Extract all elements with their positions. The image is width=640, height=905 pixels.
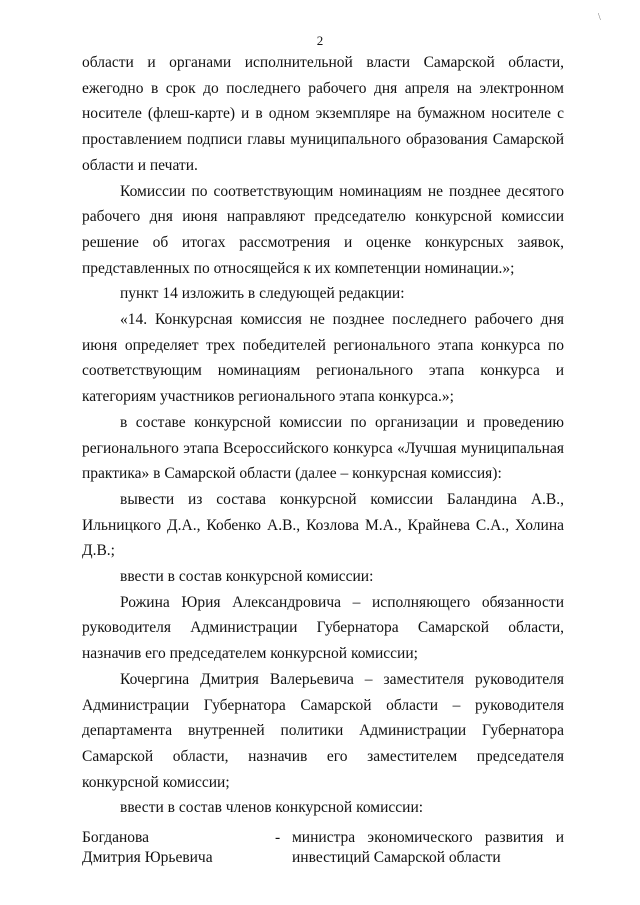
paragraph: Рожина Юрия Александровича – исполняющего обязанности руководителя Администрации Губернатора Самарской области, назначив его председателем конкурсной комиссии; — [82, 593, 564, 663]
member-row — [82, 828, 564, 868]
paragraph: ввести в состав конкурсной комиссии: — [120, 568, 374, 586]
paragraph: области и органами исполнительной власти Самарской области, ежегодно в срок до последнего рабочего дня апреля на электронном носителе (флеш-карте) и в одном экземпляре на бумажном носителе с проставлением подписи главы муниципального образования Самарской области и печати. — [82, 54, 564, 174]
scan-mark: \ — [598, 12, 601, 23]
paragraph: в составе конкурсной комиссии по организации и проведению регионального этапа Всероссийского конкурса «Лучшая муниципальная практика» в Самарской области (далее – конкурсная комиссия): — [82, 413, 564, 483]
member-given-names: Дмитрия Юрьевича — [82, 849, 213, 867]
paragraph: пункт 14 изложить в следующей редакции: — [120, 285, 405, 303]
member-surname: Богданова — [82, 829, 150, 847]
member-name — [82, 828, 275, 868]
paragraph: ввести в состав членов конкурсной комиссии: — [120, 799, 424, 817]
paragraph: Кочергина Дмитрия Валерьевича – заместителя руководителя Администрации Губернатора Самарской области – руководителя департамента внутренней политики Администрации Губернатора Самарской области, назначив его заместителем председателя конкурсной комиссии; — [82, 670, 564, 791]
member-position: министра экономического развития и инвестиций Самарской области — [292, 829, 564, 867]
paragraph: Комиссии по соответствующим номинациям не позднее десятого рабочего дня июня направляют председателю конкурсной комиссии решение об итогах рассмотрения и оценке конкурсных заявок, представленных по относящейся к их компетенции номинации.»; — [82, 182, 564, 277]
page-number: 2 — [316, 33, 324, 48]
member-dash: - — [275, 829, 281, 847]
document-body — [82, 50, 564, 868]
paragraph: вывести из состава конкурсной комиссии Баландина А.В., Ильницкого Д.А., Кобенко А.В., Козлова М.А., Крайнева С.А., Холина Д.В.; — [82, 490, 564, 560]
paragraph: «14. Конкурсная комиссия не позднее последнего рабочего дня июня определяет трех победителей регионального этапа конкурса по соответствующим номинациям регионального этапа конкурса и категориям участников регионального этапа конкурса.»; — [82, 311, 564, 406]
